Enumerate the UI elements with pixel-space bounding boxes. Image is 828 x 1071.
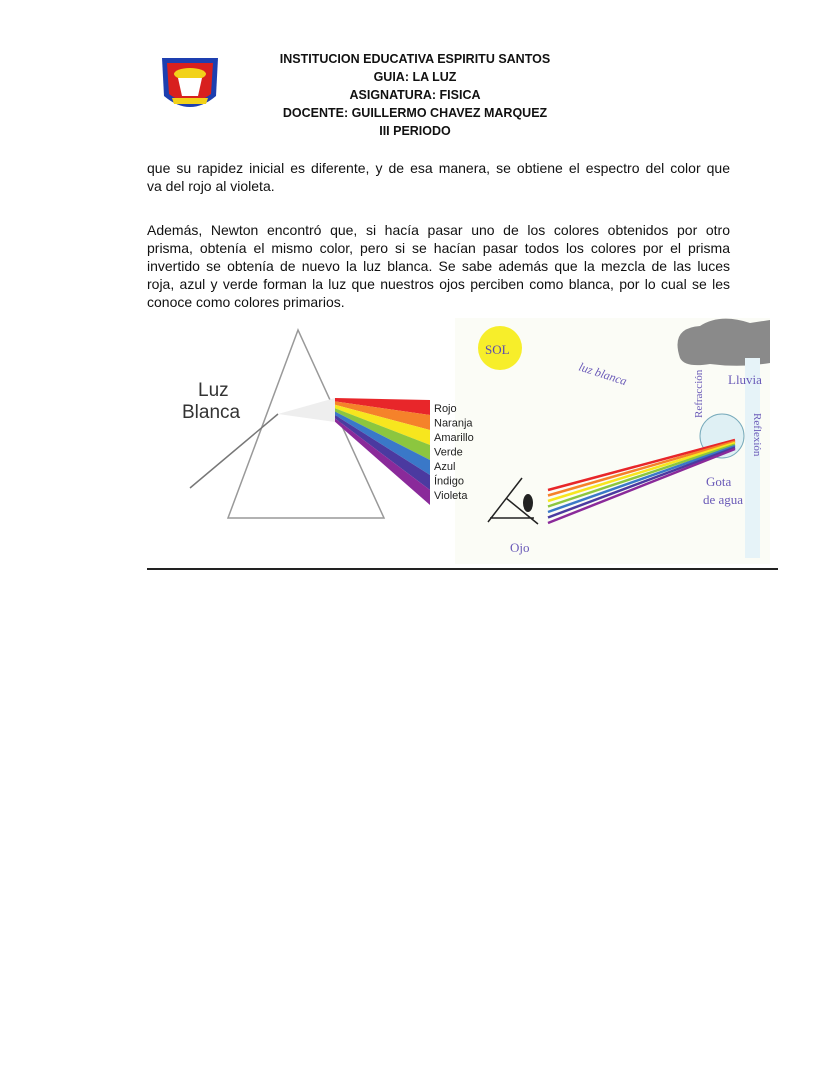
color-label: Naranja [434,417,473,430]
drop-label-1: Gota [706,474,732,489]
text-line: roja, azul y verde forman la luz que nuestros ojos perciben como blanca, por lo cual se les [147,276,730,292]
text-line: conoce como colores primarios. [147,294,345,310]
light-figures [150,318,770,564]
eye-pupil [523,494,533,512]
text-line: Además, Newton encontró que, si hacía pasar uno de los colores obtenidos por otro [147,222,730,238]
incident-ray [190,414,278,488]
color-label: Violeta [434,490,468,502]
sun-label: SOL [485,342,510,357]
document-header [230,50,600,140]
drop-label-2: de agua [703,492,744,507]
rain-label: Lluvia [728,372,762,387]
guide-title: GUIA: LA LUZ [373,70,457,84]
text-line: invertido se obtenía de nuevo la luz blanca. Se sabe además que la mezcla de las luces [147,258,730,274]
rain [745,358,760,558]
refraction-label: Refracción [693,369,705,418]
paragraph-1 [147,159,730,195]
luz-label: Luz [198,380,229,401]
subject: ASIGNATURA: FISICA [349,88,481,102]
text-line: que su rapidez inicial es diferente, y de esa manera, se obtiene el espectro del color que [147,160,730,176]
school-crest-logo [158,52,222,118]
period: III PERIODO [379,124,451,138]
white-beam [278,398,335,422]
white-light-label: luz blanca [577,359,629,389]
horizontal-divider [147,568,778,570]
paragraph-2 [147,221,730,311]
color-label: Amarillo [434,432,474,444]
text-line: va del rojo al violeta. [147,178,275,194]
teacher: DOCENTE: GUILLERMO CHAVEZ MARQUEZ [282,106,548,120]
institution-name: INSTITUCION EDUCATIVA ESPIRITU SANTOS [279,52,551,66]
text-line: prisma, obtenía el mismo color, pero si se hacían pasar todos los colores por el prisma [147,240,730,256]
rainbow-diagram [455,318,770,564]
eye-label: Ojo [510,540,530,555]
color-label: Rojo [434,403,457,415]
prism-diagram [182,330,474,518]
color-label: Verde [434,446,463,459]
blanca-label: Blanca [182,402,241,423]
color-label: Índigo [434,475,464,488]
dispersed-rays [335,398,430,505]
color-label: Azul [434,461,456,473]
reflection-label: Reflexión [751,413,763,457]
